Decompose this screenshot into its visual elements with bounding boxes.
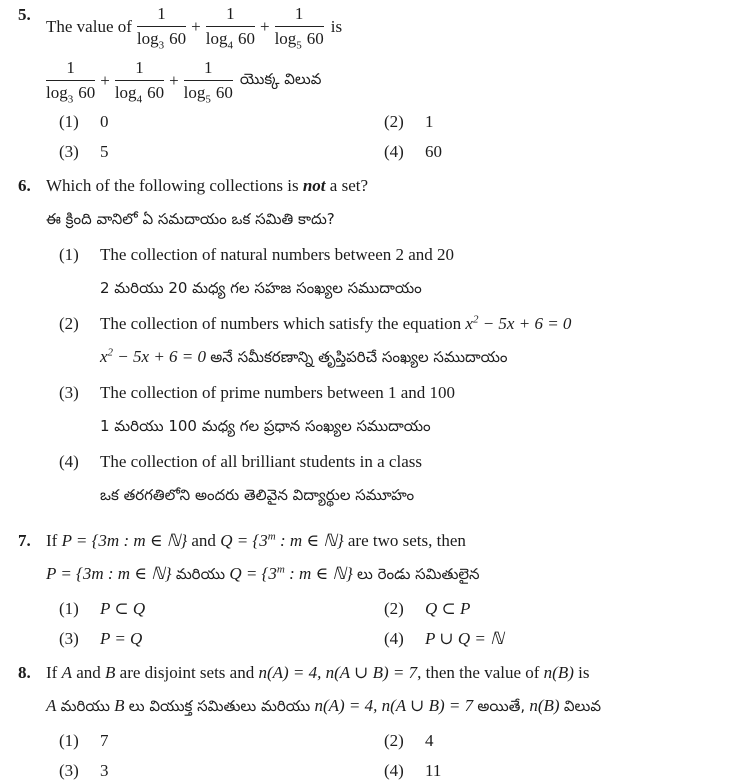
fraction-log4 <box>114 58 165 106</box>
q6-statement-te: ఈ క్రింది వానిలో ఏ సమదాయం ఒక సమితి కాదు? <box>46 210 335 229</box>
q6-option-2 <box>46 313 739 368</box>
q8-statement-en: If A and B are disjoint sets and n(A) = 4, n(A ∪ B) = 7, then the value of n(B) is <box>46 663 590 683</box>
q5-statement-en <box>46 4 739 52</box>
fraction-numerator: 1 <box>137 4 186 27</box>
q6-statement-en: Which of the following collections is not a set? <box>46 176 369 196</box>
q7-option-1 <box>59 599 384 619</box>
q8-option-2 <box>384 731 739 751</box>
q5-te-suffix: యొక్క విలువ <box>239 69 322 88</box>
question-7-number: 7. <box>18 531 31 551</box>
option-text-en: The collection of all brilliant students in a class <box>100 452 422 472</box>
fraction-denominator: $\log_4 60$ <box>205 29 255 52</box>
option-label: (3) <box>59 629 79 649</box>
plus-sign: + <box>100 70 110 90</box>
var-A: A <box>46 696 57 716</box>
q5-options <box>59 112 739 162</box>
fraction-numerator: 1 <box>275 4 324 27</box>
n-of-B: n(B) <box>543 663 574 683</box>
question-7 <box>18 530 739 649</box>
q8-statement-te: A మరియు B లు వియుక్త సమితులు మరియు n(A) = 4, n(A ∪ B) = 7 అయితే, n(B) విలువ <box>46 696 602 716</box>
option-text-te: అనే సమీకరణాన్ని తృప్తిపరిచే సంఖ్యల సముదాయం <box>210 348 508 367</box>
q5-en-suffix: is <box>330 16 343 36</box>
fraction-log4 <box>205 4 255 52</box>
option-value: 7 <box>100 731 109 751</box>
q5-option-2 <box>384 112 739 132</box>
fraction-denominator: $\log_5 60$ <box>274 29 324 52</box>
option-text-te: ఒక తరగతిలోని అందరు తెలివైన విద్యార్థుల సమూహం <box>100 486 415 505</box>
fraction-denominator: $\log_3 60$ <box>136 29 187 52</box>
fraction-denominator: $\log_5 60$ <box>183 83 233 106</box>
option-value: 0 <box>100 112 109 132</box>
option-value: 5 <box>100 142 109 162</box>
option-label: (4) <box>59 452 79 472</box>
plus-sign: + <box>169 70 179 90</box>
set-P-definition: P = {3m : m ∈ ℕ} <box>46 564 172 584</box>
fraction-numerator: 1 <box>46 58 95 81</box>
q7-statement-en: If P = {3m : m ∈ ℕ} and $Q = \{3^m$ : m ∈ ℕ} are two sets, then <box>46 530 466 551</box>
option-value: 3 <box>100 761 109 781</box>
question-5-number: 5. <box>18 5 31 24</box>
option-text-te: 1 మరియు 100 మధ్య గల ప్రధాన సంఖ్యల సముదాయం <box>100 417 431 436</box>
q8-option-4 <box>384 761 739 781</box>
option-text-te: 2 మరియు 20 మధ్య గల సహజ సంఖ్యల సముదాయం <box>100 279 422 298</box>
var-A: A <box>61 663 72 683</box>
fraction-denominator: $\log_3 60$ <box>46 83 96 106</box>
option-label: (1) <box>59 731 79 751</box>
emphasized-not: not <box>302 176 326 196</box>
q6-option-4 <box>46 451 739 506</box>
option-text-en: The collection of numbers which satisfy the equation <box>100 314 462 334</box>
option-value: 1 <box>425 112 434 132</box>
option-label: (1) <box>59 245 79 265</box>
fraction-denominator: $\log_4 60$ <box>114 83 165 106</box>
option-value: 60 <box>425 142 442 162</box>
option-label: (2) <box>384 112 404 132</box>
option-label: (2) <box>59 314 79 334</box>
plus-sign: + <box>191 16 201 36</box>
q5-option-3 <box>59 142 384 162</box>
set-Q-definition: $Q = \{3^m$ : m ∈ ℕ} <box>220 530 344 551</box>
cardinality-equations: n(A) = 4, n(A ∪ B) = 7 <box>314 696 474 716</box>
equation: $x^2 - 5x + 6 = 0$ <box>100 346 207 367</box>
option-text-en: The collection of natural numbers between 2 and 20 <box>100 245 455 265</box>
q7-options <box>59 599 739 649</box>
q8-options <box>59 731 739 781</box>
fraction-numerator: 1 <box>115 58 164 81</box>
fraction-numerator: 1 <box>184 58 233 81</box>
option-value: 11 <box>425 761 442 781</box>
question-5 <box>18 4 739 162</box>
question-8-number: 8. <box>18 663 31 683</box>
question-6-number: 6. <box>18 176 31 196</box>
q5-option-4 <box>384 142 739 162</box>
fraction-log5 <box>274 4 324 52</box>
q5-option-1 <box>59 112 384 132</box>
equation: $x^2 - 5x + 6 = 0$ <box>465 313 572 334</box>
option-label: (4) <box>384 761 404 781</box>
plus-sign: + <box>259 16 270 36</box>
option-value: Q ⊂ P <box>425 599 471 619</box>
option-label: (1) <box>59 112 79 132</box>
cardinality-equations: n(A) = 4, n(A ∪ B) = 7 <box>258 663 418 683</box>
q8-option-1 <box>59 731 384 751</box>
q8-option-3 <box>59 761 384 781</box>
option-label: (2) <box>384 731 404 751</box>
q6-option-3 <box>46 382 739 437</box>
var-B: B <box>114 696 125 716</box>
fraction-log5 <box>183 58 233 106</box>
option-text-en: The collection of prime numbers between 1 and 100 <box>100 383 455 403</box>
option-value: P ∪ Q = ℕ <box>425 629 504 649</box>
option-value: P = Q <box>100 629 143 649</box>
question-8 <box>18 662 739 781</box>
option-label: (3) <box>59 383 79 403</box>
option-label: (2) <box>384 599 404 619</box>
option-label: (3) <box>59 761 79 781</box>
q7-option-4 <box>384 629 739 649</box>
option-label: (4) <box>384 629 404 649</box>
q7-option-3 <box>59 629 384 649</box>
q7-option-2 <box>384 599 739 619</box>
q7-statement-te: P = {3m : m ∈ ℕ} మరియు $Q = \{3^m$ : m ∈ ℕ} లు రెండు సమితులైన <box>46 563 480 584</box>
option-value: P ⊂ Q <box>100 599 146 619</box>
option-label: (1) <box>59 599 79 619</box>
fraction-log3 <box>136 4 187 52</box>
fraction-log3 <box>46 58 96 106</box>
q5-statement-te <box>46 58 739 106</box>
fraction-numerator: 1 <box>206 4 255 27</box>
set-P-definition: P = {3m : m ∈ ℕ} <box>61 531 188 551</box>
n-of-B: n(B) <box>529 696 560 716</box>
var-B: B <box>105 663 116 683</box>
option-value: 4 <box>425 731 434 751</box>
option-label: (3) <box>59 142 79 162</box>
q6-option-1 <box>46 244 739 299</box>
question-6 <box>18 175 739 517</box>
q5-en-prefix: The value of <box>46 16 132 36</box>
option-label: (4) <box>384 142 404 162</box>
set-Q-definition: $Q = \{3^m$ : m ∈ ℕ} <box>229 563 353 584</box>
